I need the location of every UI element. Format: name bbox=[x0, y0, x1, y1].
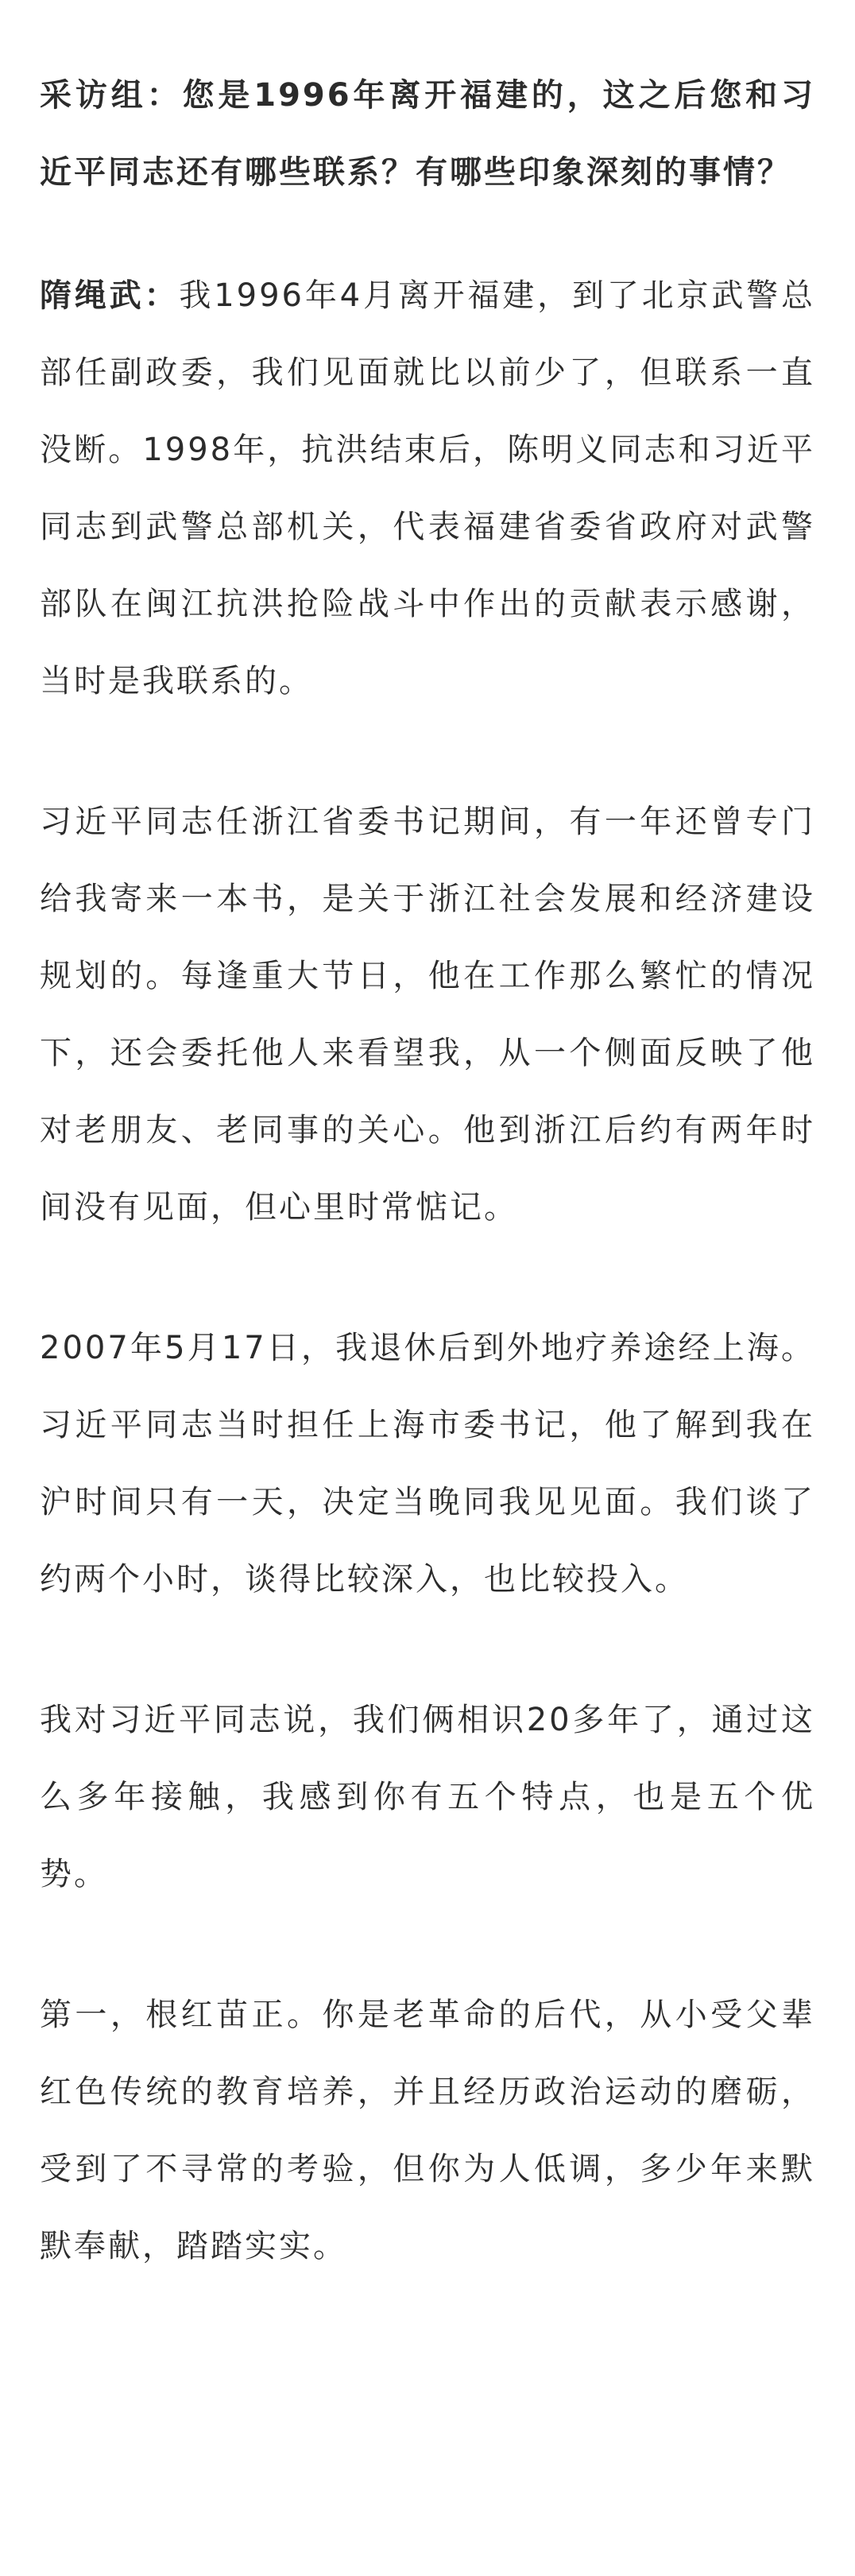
answer-speaker: 隋绳武： bbox=[40, 277, 180, 314]
paragraph-five-traits: 我对习近平同志说，我们俩相识20多年了，通过这么多年接触，我感到你有五个特点，也是五个优势。 bbox=[40, 1702, 815, 1892]
answer-text: 我1996年4月离开福建，到了北京武警总部任副政委，我们见面就比以前少了，但联系一直没断。1998年，抗洪结束后，陈明义同志和习近平同志到武警总部机关，代表福建省委省政府对武警部队在闽江抗洪抢险战斗中作出的贡献表示感谢，当时是我联系的。 bbox=[40, 277, 816, 699]
paragraph-zhejiang: 习近平同志任浙江省委书记期间，有一年还曾专门给我寄来一本书，是关于浙江社会发展和经济建设规划的。每逢重大节日，他在工作那么繁忙的情况下，还会委托他人来看望我，从一个侧面反映了他对老朋友、老同事的关心。他到浙江后约有两年时间没有见面，但心里时常惦记。 bbox=[40, 804, 815, 1226]
interview-answer bbox=[40, 258, 815, 720]
interview-question: 采访组：您是1996年离开福建的，这之后您和习近平同志还有哪些联系？有哪些印象深刻的事情？ bbox=[40, 77, 815, 191]
paragraph-shanghai-meeting: 2007年5月17日，我退休后到外地疗养途经上海。习近平同志当时担任上海市委书记，他了解到我在沪时间只有一天，决定当晚同我见见面。我们谈了约两个小时，谈得比较深入，也比较投入。 bbox=[40, 1330, 815, 1598]
paragraph-trait-one: 第一，根红苗正。你是老革命的后代，从小受父辈红色传统的教育培养，并且经历政治运动的磨砺，受到了不寻常的考验，但你为人低调，多少年来默默奉献，踏踏实实。 bbox=[40, 1997, 815, 2264]
